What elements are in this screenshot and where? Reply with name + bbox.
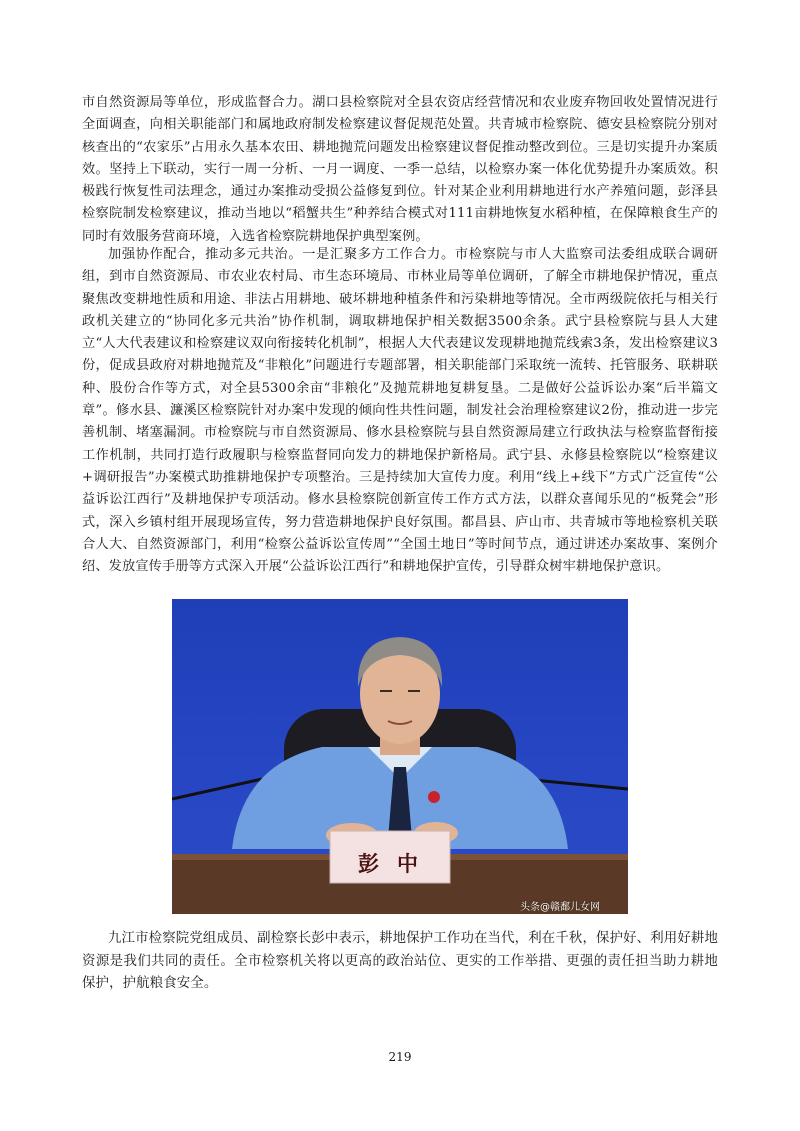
paragraph-2: 加强协作配合，推动多元共治。一是汇聚多方工作合力。市检察院与市人大监察司法委组成联合调研组，到市自然资源局、市农业农村局、市生态环境局、市林业局等单位调研，了解全市耕地保护情况，重点聚焦改变耕地性质和用途、非法占用耕地、破坏耕地种植条件和污染耕地等情况。全市两级院依托与相关行政机关建立的“协同化多元共治”协作机制，调取耕地保护相关数据3500余条。武宁县检察院与县人大建立“人大代表建议和检察建议双向衔接转化机制”，根据人大代表建议发现耕地抛荒线索3条，发出检察建议3份，促成县政府对耕地抛荒及“非粮化”问题进行专题部署，相关职能部门采取统一流转、托管服务、联耕联种、股份合作等方式，对全县5300余亩“非粮化”及抛荒耕地复耕复垦。二是做好公益诉讼办案“后半篇文章”。修水县、濂溪区检察院针对办案中发现的倾向性共性问题，制发社会治理检察建议2份，推动进一步完善机制、堵塞漏洞。市检察院与市自然资源局、修水县检察院与县自然资源局建立行政执法与检察监督衔接工作机制，共同打造行政履职与检察监督同向发力的耕地保护新格局。武宁县、永修县检察院以“检察建议+调研报告”办案模式助推耕地保护专项整治。三是持续加大宣传力度。利用“线上+线下”方式广泛宣传“公益诉讼江西行”及耕地保护专项活动。修水县检察院创新宣传工作方式方法，以群众喜闻乐见的“板凳会”形式，深入乡镇村组开展现场宣传，努力营造耕地保护良好氛围。都昌县、庐山市、共青城市等地检察机关联合人大、自然资源部门，利用“检察公益诉讼宣传周”“全国土地日”等时间节点，通过讲述办案故事、案例介绍、发放宣传手册等方式深入开展“公益诉讼江西行”和耕地保护宣传，引导群众树牢耕地保护意识。 — [82, 247, 718, 575]
paragraph-1: 市自然资源局等单位，形成监督合力。湖口县检察院对全县农资店经营情况和农业废弃物回收处置情况进行全面调查，向相关职能部门和属地政府制发检察建议督促规范处置。共青城市检察院、德安县检察院分别对核查出的“农家乐”占用永久基本农田、耕地抛荒问题发出检察建议督促推动整改到位。三是切实提升办案质效。坚持上下联动，实行一周一分析、一月一调度、一季一总结，以检察办案一体化优势提升办案质效。积极践行恢复性司法理念，通过办案推动受损公益修复到位。针对某企业利用耕地进行水产养殖问题，彭泽县检察院制发检察建议，推动当地以“稻蟹共生”种养结合模式对111亩耕地恢复水稻种植，在保障粮食生产的同时有效服务营商环境，入选省检察院耕地保护典型案例。 — [82, 95, 718, 244]
paragraph-3: 九江市检察院党组成员、副检察长彭中表示，耕地保护工作功在当代，利在千秋，保护好、利用好耕地资源是我们共同的责任。全市检察机关将以更高的政治站位、更实的工作举措、更强的责任担当助力耕地保护，护航粮食安全。 — [82, 931, 718, 991]
page-number: 219 — [388, 1050, 412, 1064]
photo-watermark: 头条@赣鄱儿女网 — [520, 902, 600, 913]
nameplate-name: 彭中 — [358, 852, 436, 876]
